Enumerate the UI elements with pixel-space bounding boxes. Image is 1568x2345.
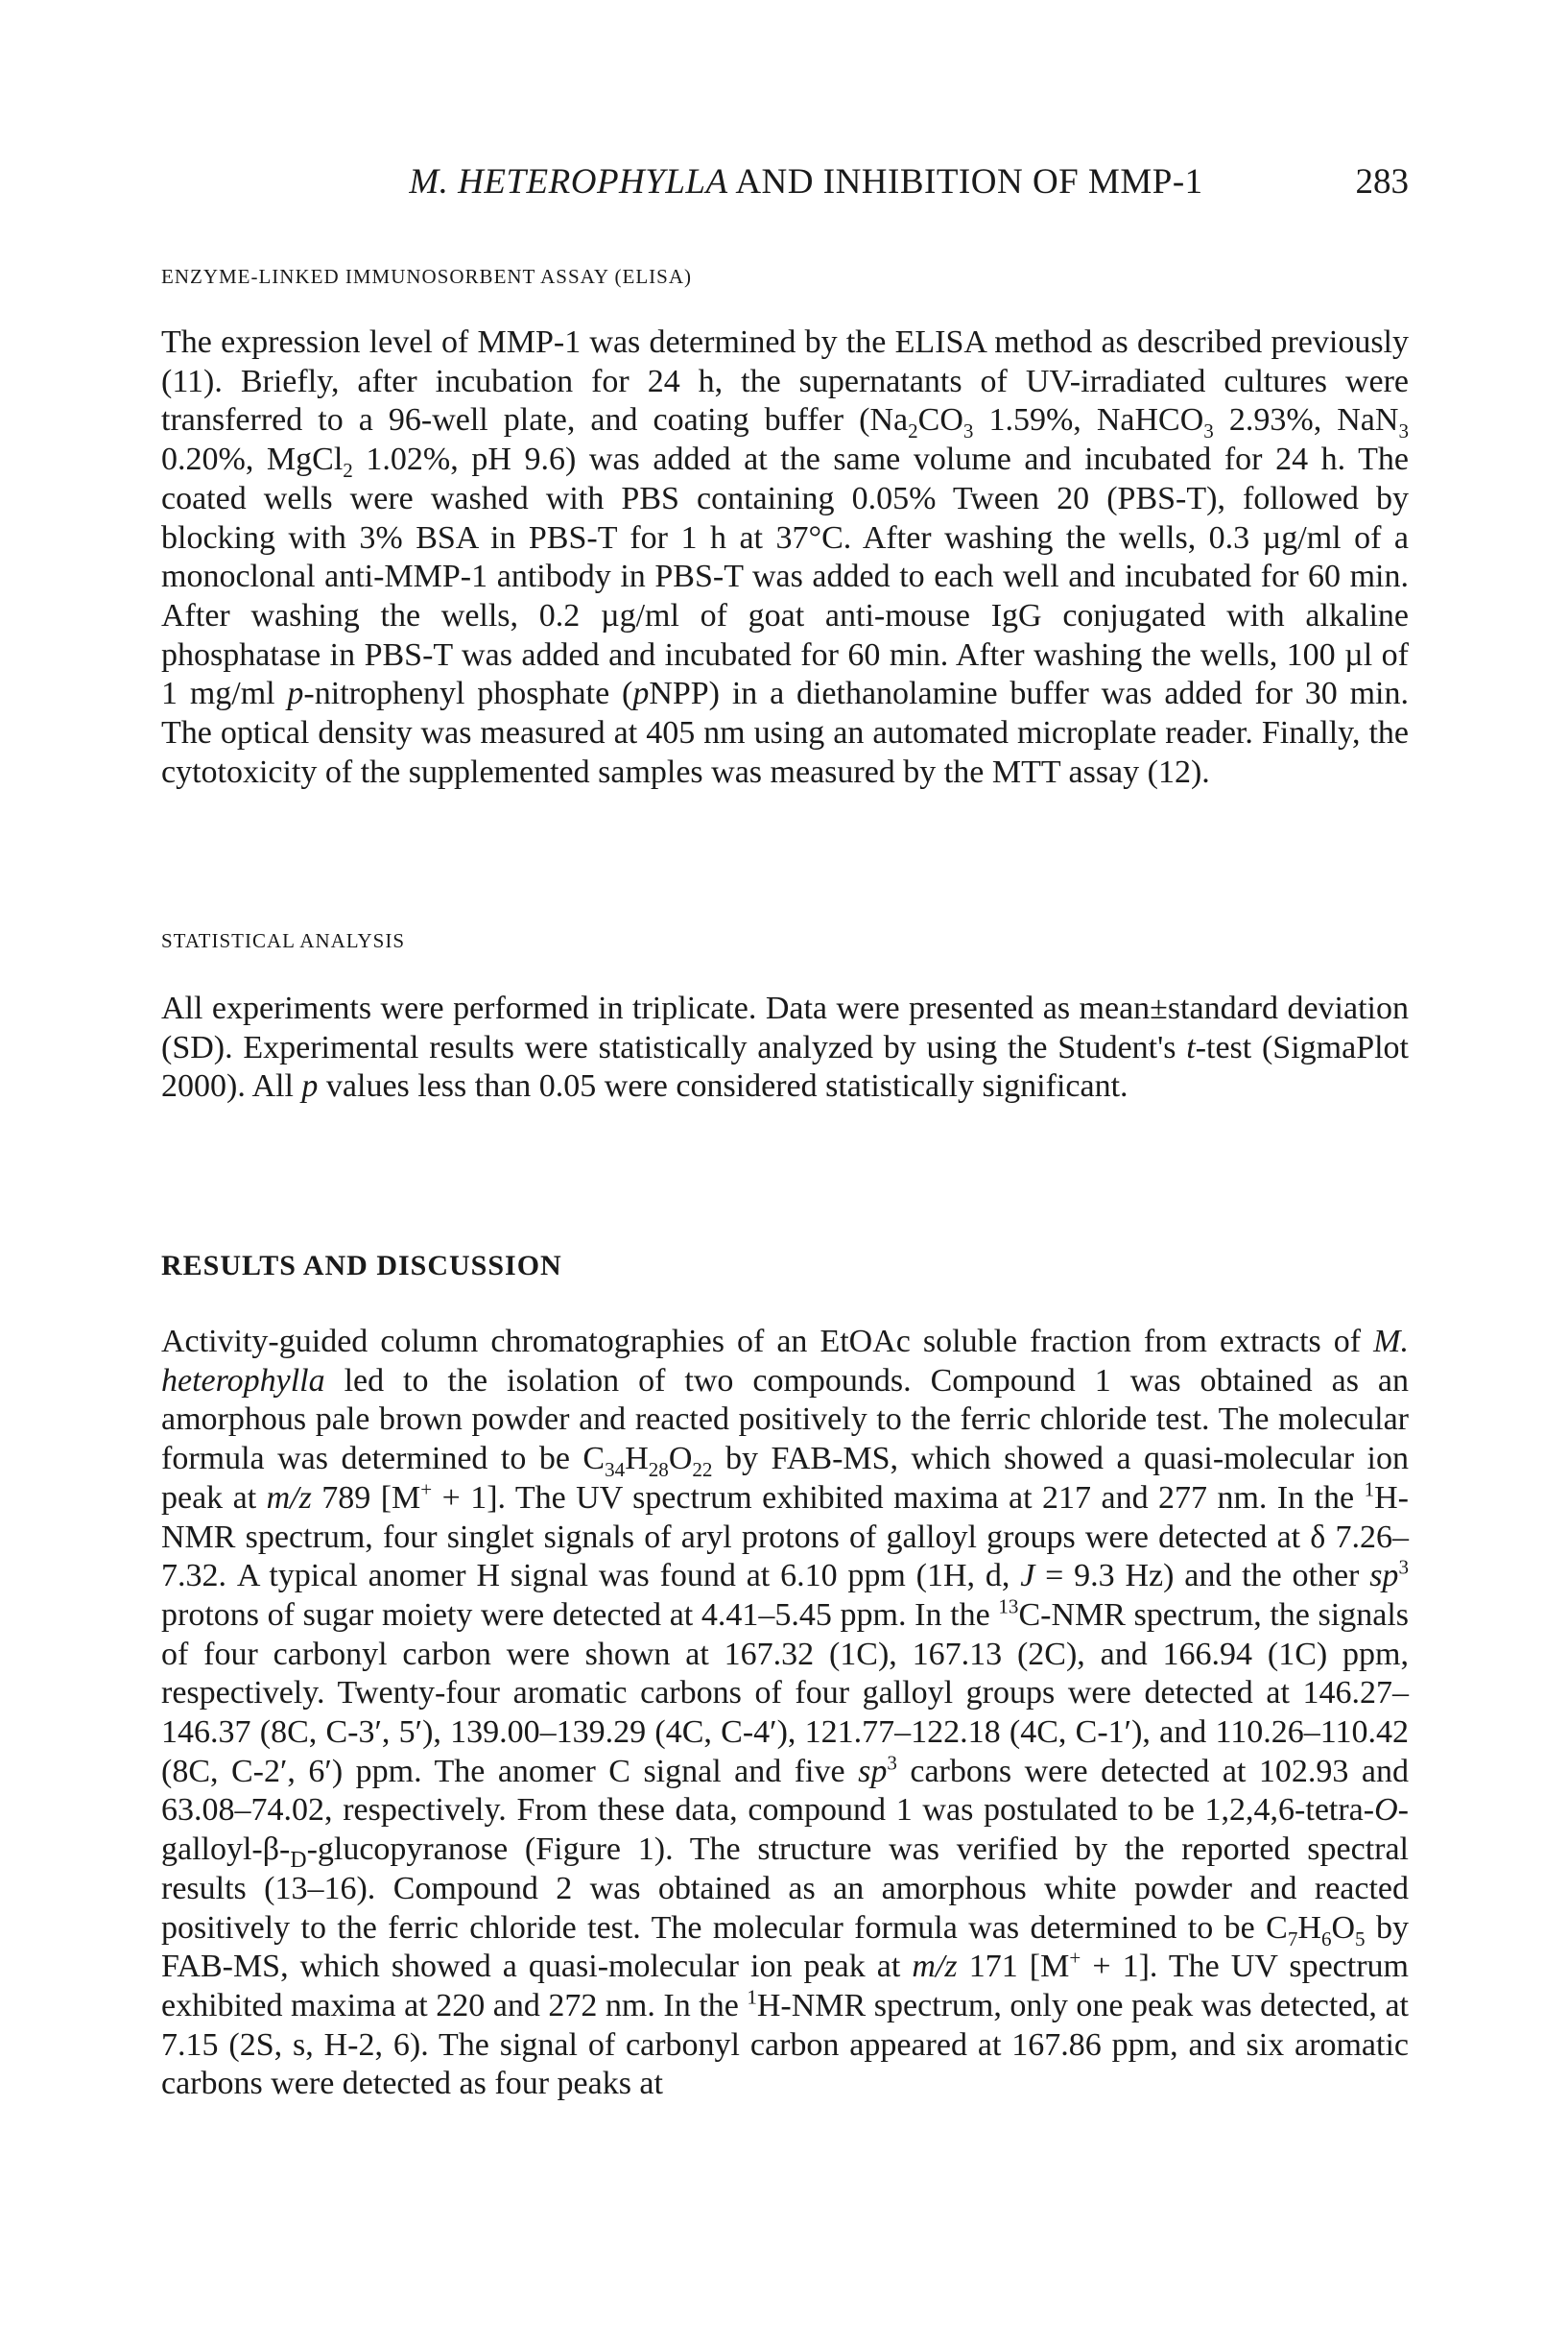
subscript: 3 xyxy=(1203,419,1214,443)
italic-run: sp xyxy=(858,1753,888,1789)
results-paragraph xyxy=(161,1323,1409,2104)
subscript: 5 xyxy=(1355,1926,1366,1950)
text-run: values less than 0.05 were considered statistically significant. xyxy=(318,1068,1128,1105)
text-run: 789 [M xyxy=(311,1479,421,1516)
text-run: + 1]. The UV spectrum exhibited maxima at 220 and 272 nm. In the xyxy=(161,1949,1409,2023)
elisa-paragraph xyxy=(161,323,1409,792)
text-run: by FAB-MS, which showed a quasi-molecular ion peak at xyxy=(161,1441,1410,1516)
running-head xyxy=(204,161,1408,203)
text-run: H xyxy=(625,1441,649,1477)
page-number: 283 xyxy=(1355,162,1409,202)
superscript: + xyxy=(420,1477,433,1501)
subscript: D xyxy=(290,1847,307,1873)
text-run: + 1]. The UV spectrum exhibited maxima at 217 and 277 nm. In the xyxy=(432,1479,1365,1516)
subscript: 3 xyxy=(962,419,974,443)
italic-run: p xyxy=(301,1068,319,1105)
subscript: 2 xyxy=(343,458,353,482)
subscript: 7 xyxy=(1287,1926,1298,1950)
text-run: 1.59%, NaHCO xyxy=(973,402,1204,439)
superscript: 3 xyxy=(1398,1555,1409,1579)
elisa-heading: ENZYME-LINKED IMMUNOSORBENT ASSAY (ELISA) xyxy=(161,265,692,288)
subscript: 6 xyxy=(1320,1926,1332,1950)
text-run: -test (SigmaPlot 2000). All xyxy=(161,1029,1409,1105)
superscript: 13 xyxy=(998,1594,1019,1618)
running-head-italic: M. HETEROPHYLLA xyxy=(409,162,728,202)
text-run: -glucopyranose (Figure 1). The structure was verified by the reported spectral results (13–16). Compound 2 was obtained as an amorphous white powder and reacted positively to the ferric chloride test. The molecular formula was determined to be C xyxy=(161,1831,1409,1946)
text-run: C-NMR spectrum, the signals of four carbonyl carbon were shown at 167.32 (1C), 167.13 (2C), and 166.94 (1C) ppm, respectively. Twenty-four aromatic carbons of four galloyl groups were detected at 146.27–146.37 (8C, C-3′, 5′), 139.00–139.29 (4C, C-4′), 121.77–122.18 (4C, C-1′), and 110.26–110.42 (8C, C-2′, 6′) ppm. The anomer C signal and five xyxy=(161,1596,1410,1789)
superscript: + xyxy=(1069,1946,1081,1970)
superscript: 1 xyxy=(747,1985,757,2009)
text-run: led to the isolation of two compounds. Compound 1 was obtained as an amorphous pale brown powder and reacted positively to the ferric chloride test. The molecular formula was determined to be C xyxy=(161,1362,1409,1477)
text-run: CO xyxy=(917,402,963,439)
text-run: Activity-guided column chromatographies of an EtOAc soluble fraction from extracts of xyxy=(161,1324,1374,1359)
subscript: 3 xyxy=(1398,419,1409,443)
italic-run: sp xyxy=(1369,1558,1399,1594)
text-run: = 9.3 Hz) and the other xyxy=(1034,1558,1370,1594)
text-run: H-NMR spectrum, only one peak was detected, at 7.15 (2S, s, H-2, 6). The signal of carbonyl carbon appeared at 167.86 ppm, and six aromatic carbons were detected as four peaks at xyxy=(161,1987,1409,2102)
stats-paragraph xyxy=(161,990,1409,1107)
text-run: The expression level of MMP-1 was determined by the ELISA method as described previously (11). Briefly, after incubation for 24 h, the supernatants of UV-irradiated cultures were transferred to a 96-well plate, and coating buffer (Na xyxy=(161,324,1409,439)
text-run: 0.20%, MgCl xyxy=(161,442,344,478)
text-run: All experiments were performed in triplicate. Data were presented as mean±standard deviation (SD). Experimental results were statistically analyzed by using the Student's xyxy=(161,991,1409,1065)
italic-run: M. heterophylla xyxy=(161,1324,1409,1399)
text-run: 2.93%, NaN xyxy=(1213,402,1399,439)
superscript: 3 xyxy=(887,1751,897,1775)
subscript: 28 xyxy=(648,1457,669,1481)
text-run: 171 [M xyxy=(957,1949,1070,1985)
italic-run: m/z xyxy=(912,1949,958,1985)
text-run: by FAB-MS, which showed a quasi-molecular ion peak at xyxy=(161,1909,1409,1985)
italic-run: t xyxy=(1186,1029,1196,1065)
italic-run: O xyxy=(1374,1792,1398,1829)
italic-run: p xyxy=(287,676,304,712)
text-run: 1.02%, pH 9.6) was added at the same volume and incubated for 24 h. The coated wells were washed with PBS containing 0.05% Tween 20 (PBS-T), followed by blocking with 3% BSA in PBS-T for 1 h at 37°C. After washing the wells, 0.3 µg/ml of a monoclonal anti-MMP-1 antibody in PBS-T was added to each well and incubated for 60 min. After washing the wells, 0.2 µg/ml of goat anti-mouse IgG conjugated with alkaline phosphatase in PBS-T was added and incubated for 60 min. After washing the wells, 100 µl of 1 mg/ml xyxy=(161,442,1409,712)
text-run: H-NMR spectrum, four singlet signals of aryl protons of galloyl groups were detected at δ 7.26–7.32. A typical anomer H signal was found at 6.10 ppm (1H, d, xyxy=(161,1479,1409,1594)
subscript: 34 xyxy=(605,1457,626,1481)
text-run: -galloyl-β- xyxy=(161,1792,1409,1868)
superscript: 1 xyxy=(1364,1477,1375,1501)
subscript: 2 xyxy=(908,419,918,443)
text-run: carbons were detected at 102.93 and 63.08–74.02, respectively. From these data, compound 1 was postulated to be 1,2,4,6-tetra- xyxy=(161,1753,1409,1829)
italic-run: J xyxy=(1020,1558,1035,1594)
text-run: O xyxy=(668,1441,693,1477)
text-run: H xyxy=(1297,1909,1321,1946)
italic-run: m/z xyxy=(266,1479,312,1516)
results-heading: RESULTS AND DISCUSSION xyxy=(161,1250,562,1281)
subscript: 22 xyxy=(692,1457,713,1481)
running-head-text: AND INHIBITION OF MMP-1 xyxy=(727,162,1203,202)
text-run: protons of sugar moiety were detected at 4.41–5.45 ppm. In the xyxy=(161,1596,999,1633)
stats-heading: STATISTICAL ANALYSIS xyxy=(161,929,406,952)
text-run: O xyxy=(1331,1909,1356,1946)
text-run: NPP) in a diethanolamine buffer was added for 30 min. The optical density was measured at 405 nm using an automated microplate reader. Finally, the cytotoxicity of the supplemented samples was measured by the MTT assay (12). xyxy=(161,676,1409,790)
text-run: -nitrophenyl phosphate ( xyxy=(303,676,633,712)
italic-run: p xyxy=(632,676,650,712)
